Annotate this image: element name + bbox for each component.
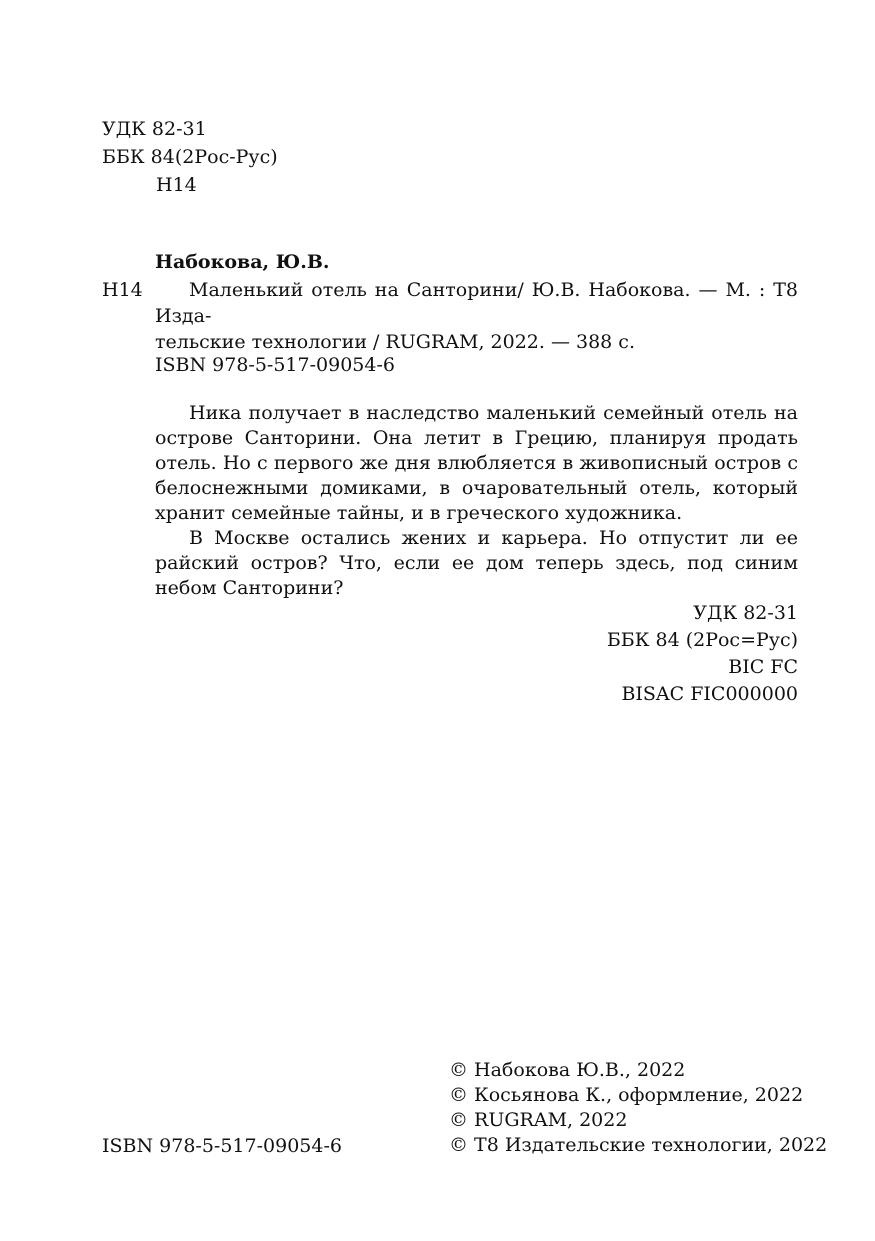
isbn-bottom: ISBN 978-5-517-09054-6: [102, 1135, 342, 1157]
classification-bbk: ББК 84 (2Рос=Рус): [606, 629, 798, 651]
entry-line-1: Маленький отель на Санторини/ Ю.В. Набокова. — М. : Т8 Изда-: [155, 279, 798, 327]
udk-code: УДК 82-31: [102, 118, 207, 140]
author-mark: Н14: [156, 174, 197, 196]
annotation-paragraph-2: В Москве остались жених и карьера. Но отпустит ли ее райский остров? Что, если ее дом теперь здесь, под синим небом Санторини?: [155, 527, 798, 599]
annotation: [155, 401, 798, 601]
author-heading: Набокова, Ю.В.: [155, 251, 330, 273]
copyright-block: [449, 1057, 827, 1157]
copyright-line: © Т8 Издательские технологии, 2022: [449, 1134, 828, 1156]
annotation-paragraph-1: Ника получает в наследство маленький семейный отель на острове Санторини. Она летит в Грецию, планируя продать отель. Но с первого же дня влюбляется в живописный остров с белоснежными домиками, в очаровательный отель, который хранит семейные тайны, и в греческого художника.: [155, 402, 798, 524]
classification-bic: BIC FC: [728, 656, 798, 678]
entry-line-2: тельские технологии / RUGRAM, 2022. — 388 с.: [155, 331, 635, 353]
classification-codes: [607, 600, 798, 708]
header-codes: [102, 116, 278, 200]
classification-udk: УДК 82-31: [693, 602, 798, 624]
catalog-entry: [155, 277, 798, 355]
classification-bisac: BISAC FIC000000: [621, 683, 798, 705]
copyright-line: © RUGRAM, 2022: [449, 1109, 628, 1131]
entry-author-mark: Н14: [102, 279, 143, 301]
copyright-line: © Косьянова К., оформление, 2022: [449, 1084, 804, 1106]
isbn-top: ISBN 978-5-517-09054-6: [155, 354, 395, 376]
bbk-code: ББК 84(2Рос-Рус): [102, 146, 278, 168]
copyright-line: © Набокова Ю.В., 2022: [449, 1059, 686, 1081]
